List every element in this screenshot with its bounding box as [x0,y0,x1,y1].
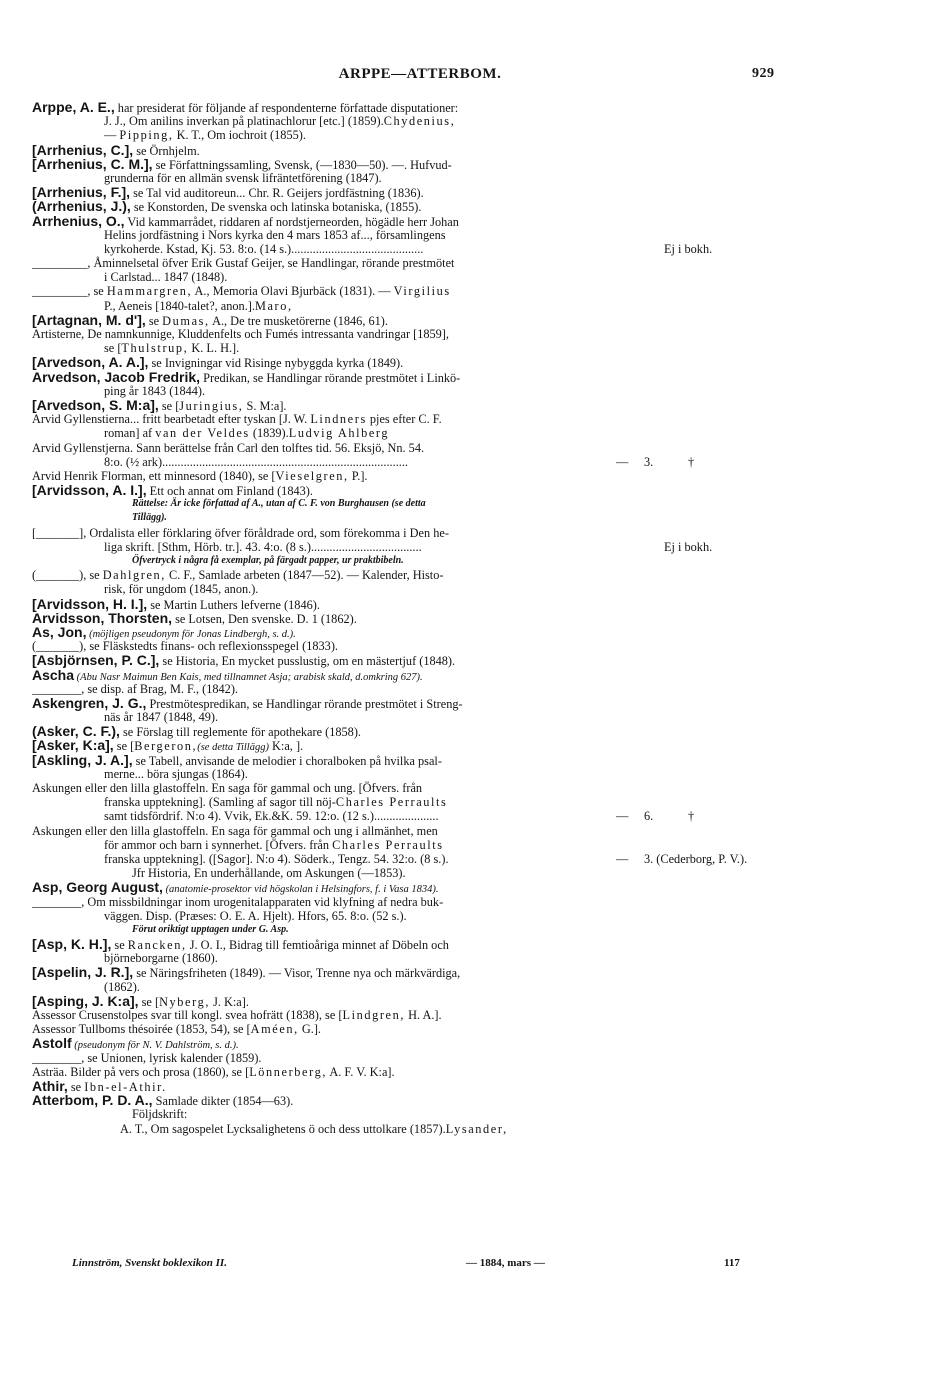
spaced-name: Ludvig Ahlberg [288,426,390,441]
entry-text: Prestmötespredikan, se Handlingar rörande prestmötet i Streng- [146,696,463,711]
catalogue-line [32,398,608,412]
entry-headword: Astolf [32,1035,72,1052]
entry-text: Helins jordfästning i Nors kyrka den 4 mars 1853 af..., församlingens [104,227,446,242]
entry-text: Förut oriktigt upptagen under G. Asp. [132,923,289,935]
entry-text: Assessor Crusenstolpes svar till kongl. svea hofrätt (1838), se [ [32,1008,343,1022]
entry-text: se Invigningar vid Risinge nybyggda kyrka (1849). [148,356,404,371]
page-title: ARPPE—ATTERBOM. [338,66,502,82]
entry-headword: [Asping, J. K:a], [32,992,139,1009]
footer-source: Linnström, Svenskt boklexikon II. [72,1257,227,1269]
entry-text: se Författningssamling, Svensk, (—1830—50). —. Hufvud- [152,157,452,172]
entry-headword: Ascha [32,666,75,683]
catalogue-line [32,143,608,157]
spaced-name: Vieselgren, [275,468,349,483]
entry-text: Samlade dikter (1854—63). [152,1094,294,1109]
entry-headword: Arppe, A. E., [32,99,115,115]
entry-text: Askungen eller den lilla glastoffeln. En saga för gammal och ung. [Öfvers. från [32,781,423,795]
entry-text: se [111,938,128,953]
cross-mark: † [688,454,695,469]
spaced-name: Chydenius, [383,114,456,129]
entry-text: kyrkoherde. Kstad, Kj. 53. 8:o. (14 s.) [104,241,292,256]
entry-text: J. J., Om anilins inverkan på platinachlorur [etc.] (1859). [104,114,384,129]
entry-text: se [ [138,994,160,1009]
entry-text: för ammor och barn i synnerhet. [Öfvers. från [104,837,333,852]
catalogue-line [32,1051,608,1065]
entry-text: _________, se [32,284,107,299]
spaced-name: Lindners [310,412,367,427]
catalogue-line [32,355,608,369]
leader-dots: .................................... [310,539,422,554]
entry-headword: [Artagnan, M. d'], [32,311,146,328]
entry-text: Följdskrift: [132,1107,188,1122]
leader-dots: ........................................... [291,241,424,256]
leader-dots: ................................................................................ [162,454,408,469]
entry-text: franska upptekning]. ([Sagor]. N:o 4). Söderk., Tengz. 54. 32:o. (8 s.). [104,851,449,866]
entry-text: roman] af [104,426,156,441]
entry-note: (se detta Tillägg) [197,742,269,754]
catalogue-line [32,128,608,142]
entry-headword: (Asker, C. F.), [32,723,120,740]
catalogue-line [32,157,608,171]
catalogue-line [32,1093,608,1107]
catalogue-line [32,866,608,880]
catalogue-line [32,412,608,426]
price-dash: — [616,851,629,866]
price-dash: — [616,809,629,824]
catalogue-line [32,781,608,795]
entry-text: risk, för ungdom (1845, anon.). [104,582,259,597]
entry-text: se [145,313,163,328]
entry-text: _________, Åminnelsetal öfver Erik Gustaf Geijer, se Handlingar, rörande prestmötet [32,256,455,271]
catalogue-line [32,682,608,696]
entry-headword: [Arvedson, A. A.], [32,354,149,371]
entry-headword: [Arvidsson, H. I.], [32,595,148,612]
entry-headword: [Askling, J. A.], [32,751,133,768]
catalogue-line [32,994,608,1008]
footer-date: — 1884, mars — [466,1257,545,1269]
entry-text: pjes efter C. F. [366,412,442,427]
catalogue-line [32,100,608,114]
catalogue-line [32,497,608,511]
catalogue-line [32,1036,608,1050]
entry-headword: As, Jon, [32,623,87,640]
spaced-name: Rancken, [127,938,187,953]
catalogue-line [32,724,608,738]
entry-text: — [104,128,120,143]
entry-text: (1839). [249,426,289,441]
entry-headword: [Arrhenius, C.], [32,141,134,158]
catalogue-line [32,341,608,355]
catalogue-line [32,1122,608,1136]
catalogue-line [32,327,608,341]
entry-text: Öfvertryck i några få exemplar, på färgadt papper, ur praktbibeln. [132,555,404,566]
catalogue-line [32,1079,608,1093]
footer-sheet-number: 117 [724,1257,740,1269]
page-number: 929 [752,66,775,81]
catalogue-line [32,214,608,228]
entry-text: K:a, [268,739,296,754]
entry-text: väggen. Disp. (Præses: O. E. A. Hjelt). Hfors, 65. 8:o. (52 s.). [104,908,407,923]
price-dash: — [616,454,629,469]
catalogue-line [32,838,608,852]
entry-text: (_______), se Fläskstedts finans- och reflexionsspegel (1833). [32,639,338,654]
entry-text: Rättelse: Är icke författad af A., utan af C. F. von Burghausen (se detta [132,498,426,510]
availability-note: Ej i bokh. [664,539,713,554]
entry-text: se Förslag till reglemente för apothekare (1858). [119,725,361,740]
entry-text: P.]. [348,468,368,483]
catalogue-line [32,909,608,923]
entry-text: franska upptekning]. (Samling af sagor till nöj- [104,795,336,810]
catalogue-line [32,568,608,582]
entry-text: A. T., Om sagospelet Lycksalighetens ö och dess uttolkare (1857). [120,1121,446,1136]
entry-text: P., Aeneis [1840-talet?, anon.]. [104,298,255,313]
entry-text: Vid kammarrådet, riddaren af nordstjerneorden, högädle herr Johan [124,214,459,229]
catalogue-line [32,1065,608,1079]
spaced-name: Dumas, [162,313,210,328]
catalogue-line [32,611,608,625]
entry-text: Predikan, se Handlingar rörande prestmötet i Linkö- [200,370,461,385]
catalogue-line [32,1107,608,1121]
entry-text: se Tabell, anvisande de melodier i choralboken på hvilka psal- [132,753,442,768]
cross-mark: † [688,809,695,824]
entry-text: Tillägg). [132,512,167,524]
entry-text: (_______), se [32,568,103,583]
catalogue-line [32,582,608,596]
catalogue-line [32,753,608,767]
catalogue-line [32,454,695,469]
entry-list [32,99,748,1136]
entry-headword: [Arrhenius, C. M.], [32,155,153,172]
entry-text: grunderna för en allmän svensk lifräntetförening (1847). [104,170,382,185]
spaced-name: Lindgren, [342,1008,406,1022]
catalogue-line [32,851,748,866]
catalogue-line [32,738,608,752]
catalogue-line [32,554,608,568]
catalogue-line [32,880,608,894]
catalogue-line [32,171,608,185]
spaced-name: Thulstrup, [121,341,189,356]
spaced-name: van der Veldes [155,426,250,441]
price-value: 3. [644,454,654,469]
spaced-name: Maro, [254,298,293,313]
entry-text: se [ [113,739,135,754]
entry-headword: (Arrhenius, J.), [32,198,131,215]
spaced-name: Lysander, [445,1121,508,1136]
entry-headword: Athir, [32,1077,68,1094]
catalogue-line [32,923,608,937]
entry-headword: Asp, Georg August, [32,879,163,896]
catalogue-line [32,441,608,455]
catalogue-line [32,710,608,724]
entry-text: K. L. H.]. [188,341,240,356]
entry-text: Arvid Gyllenstjerna. Sann berättelse från Carl den tolftes tid. 56. Eksjö, Nn. 54. [32,440,425,455]
entry-headword: Arrhenius, O., [32,212,125,229]
catalogue-line [32,653,608,667]
entry-text: Ett och annat om Finland (1843). [146,484,313,499]
entry-text: se Örnhjelm. [133,143,200,158]
leader-dots: ..................... [373,809,439,824]
entry-text: se Lotsen, Den svenske. D. 1 (1862). [172,611,357,626]
entry-text: J. O. I., Bidrag till femtioåriga minnet af Döbeln och [186,938,449,953]
availability-note: Ej i bokh. [664,241,713,256]
spaced-name: Charles Perraults [332,837,444,852]
catalogue-line [32,185,608,199]
entry-text: se Konstorden, De svenska och latinska botaniska, (1855). [130,200,422,215]
entry-text: liga skrift. [Sthm, Hörb. tr.]. 43. 4:o. (8 s.) [104,539,311,554]
entry-note: (pseudonym för N. V. Dahlström, s. d.). [71,1040,239,1052]
entry-headword: Arvidsson, Thorsten, [32,609,173,626]
catalogue-line [32,625,608,639]
entry-note: (Abu Nasr Maimun Ben Kais, med tillnamnet Asja; arabisk skald, d.omkring 627). [74,671,423,683]
entry-text: ________, se disp. af Brag, M. F., (1842). [32,681,238,696]
catalogue-line [32,284,608,298]
spaced-name: Juringius, [179,398,244,413]
entry-text: björneborgarne (1860). [104,951,218,966]
spaced-name: Charles Perraults [335,795,448,810]
entry-text: ping år 1843 (1844). [104,383,206,398]
catalogue-line [32,313,608,327]
entry-note: (möjligen pseudonym för Jonas Lindbergh, s. d.). [86,628,296,640]
catalogue-line [32,597,608,611]
entry-text: S. M:a]. [243,398,287,413]
entry-headword: [Asker, K:a], [32,737,114,754]
catalogue-line [32,668,608,682]
catalogue-line [32,951,608,965]
entry-text: [_______], Ordalista eller förklaring öfver föråldrade ord, som förekomma i Den he- [32,525,449,540]
entry-text: se [67,1079,85,1094]
catalogue-line [32,426,608,440]
entry-text: se Näringsfriheten (1849). — Visor, Trenne nya och märkvärdiga, [133,966,461,981]
catalogue-line [32,696,608,710]
entry-headword: Atterbom, P. D. A., [32,1092,153,1109]
catalogue-line [32,937,608,951]
spaced-name: Améen, [250,1022,299,1037]
entry-text: H. A.]. [405,1008,442,1022]
spaced-name: Lönnerberg, [249,1064,327,1079]
catalogue-line [32,370,608,384]
entry-text: merne... böra sjungas (1864). [104,766,248,781]
entry-text: 8:o. (½ ark) [104,454,163,469]
catalogue-line [32,511,608,525]
entry-text: (1862). [104,979,140,994]
catalogue-line [32,824,608,838]
catalogue-line [32,1022,608,1036]
entry-text: C. F., Samlade arbeten (1847—52). — Kalender, Histo- [165,568,444,583]
catalogue-line [32,895,608,909]
entry-text: se [ [158,398,180,413]
spaced-name: Dahlgren, [102,568,166,583]
entry-text: samt tidsfördrif. N:o 4). Vvik, Ek.&K. 59. 12:o. (12 s.) [104,809,374,824]
entry-text: Asträa. Bilder på vers och prosa (1860), se [ [32,1064,250,1079]
catalogue-line [32,526,608,540]
entry-text: G.]. [298,1022,321,1037]
catalogue-line [32,270,608,284]
catalogue-line [32,767,608,781]
spaced-name: Virgilius [393,284,451,299]
entry-headword: [Asp, K. H.], [32,936,112,953]
entry-headword: [Arvedson, S. M:a], [32,396,159,413]
catalogue-line [32,199,608,213]
entry-text: Jfr Historia, En underhållande, om Askungen (—1853). [132,866,406,881]
catalogue-line [32,483,608,497]
entry-text: har presiderat för följande af respondenterne författade disputationer: [114,101,459,115]
spaced-name: Hammargren, [106,284,193,299]
entry-headword: [Arvidsson, A. I.], [32,482,147,499]
catalogue-line [32,299,608,313]
catalogue-line [32,809,695,824]
catalogue-line [32,114,608,128]
catalogue-line [32,384,608,398]
catalogue-line [32,469,608,483]
entry-text: se [ [104,341,122,356]
spaced-name: Pipping, [119,128,174,143]
catalogue-line [32,1008,608,1022]
entry-text: ________, Om missbildningar inom urogenitalapparaten vid klyfning af nedra buk- [32,894,444,909]
entry-text: i Carlstad... 1847 (1848). [104,270,228,285]
entry-text: K. T., Om iochroit (1855). [173,128,306,143]
entry-text: Askungen eller den lilla glastoffeln. En saga för gammal och ung i allmänhet, men [32,823,438,838]
entry-text: näs år 1847 (1848, 49). [104,710,219,725]
catalogue-line [32,965,608,979]
entry-text: A., De tre musketörerne (1846, 61). [209,313,388,328]
catalogue-line [32,241,713,256]
entry-text: ]. [295,739,304,754]
entry-text: se Martin Luthers lefverne (1846). [147,597,320,612]
entry-headword: Arvedson, Jacob Fredrik, [32,368,201,385]
spaced-name: Nyberg, [159,994,210,1009]
entry-text: J. K:a]. [210,994,249,1009]
entry-headword: Askengren, J. G., [32,694,147,711]
entry-text: Assessor Tullboms thésoirée (1853, 54), se [ [32,1022,251,1037]
spaced-name: Bergeron, [134,739,198,754]
entry-text: se Historia, En mycket pusslustig, om en mästertjuf (1848). [159,654,456,669]
catalogue-line [32,795,608,809]
entry-text: Arvid Henrik Florman, ett minnesord (1840), se [ [32,468,276,483]
entry-text: A. F. V. K:a]. [327,1064,395,1079]
price-value: 6. [644,809,654,824]
catalogue-line [32,539,713,554]
spaced-name: Ibn-el-Athir. [84,1079,167,1094]
price-value: 3. (Cederborg, P. V.). [644,851,748,866]
entry-headword: [Arrhenius, F.], [32,184,131,201]
entry-text: se Tal vid auditoreun... Chr. R. Geijers jordfästning (1836). [130,186,424,201]
entry-note: (anatomie-prosektor vid högskolan i Helsingfors, f. i Vasa 1834). [162,884,439,896]
entry-text: Arvid Gyllenstierna... fritt bearbetadt efter tyskan [J. W. [32,412,311,427]
catalogue-line [32,639,608,653]
catalogue-line [32,256,608,270]
entry-text: Artisterne, De namnkunnige, Kluddenfelts och Fumés intressanta vandringar [1859], [32,327,449,341]
entry-text: A., Memoria Olavi Bjurbäck (1831). — [192,284,394,299]
entry-headword: [Aspelin, J. R.], [32,964,134,981]
catalogue-line [32,980,608,994]
catalogue-line [32,228,608,242]
entry-text: ________, se Unionen, lyrisk kalender (1859). [32,1050,262,1065]
entry-headword: [Asbjörnsen, P. C.], [32,652,160,669]
